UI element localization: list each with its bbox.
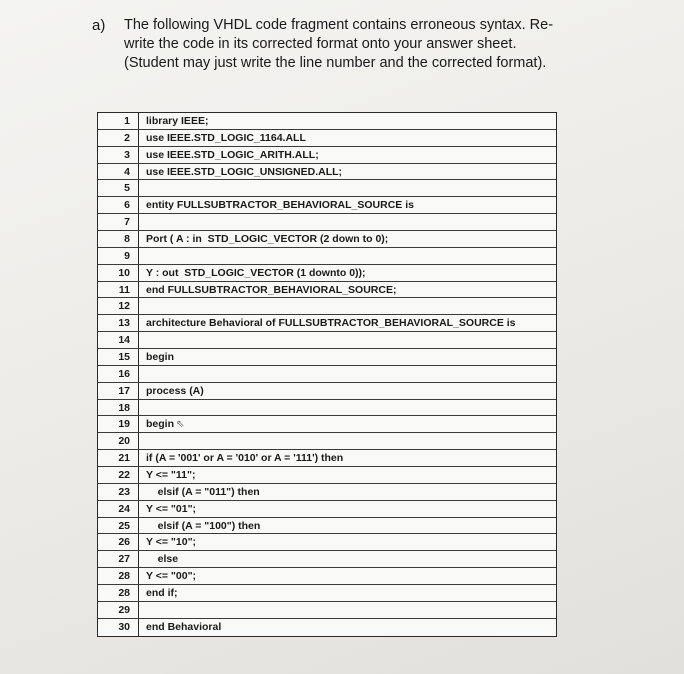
code-line-row: [98, 164, 556, 181]
line-number: 26: [118, 536, 130, 549]
line-number: 12: [118, 300, 130, 313]
code-line-row: [98, 214, 556, 231]
code-line-row: [98, 113, 556, 130]
line-number: 4: [124, 165, 130, 178]
code-text: end Behavioral: [146, 621, 222, 634]
code-line-row: [98, 349, 556, 366]
code-text: use IEEE.STD_LOGIC_ARITH.ALL;: [146, 148, 319, 161]
line-number-cell: [98, 349, 138, 365]
code-line-text: [138, 147, 556, 163]
line-number-cell: [98, 551, 138, 567]
line-number-cell: [98, 130, 138, 146]
line-number: 28: [118, 586, 130, 599]
code-line-text: [138, 602, 556, 618]
code-line-text: [138, 197, 556, 213]
code-text: Y : out STD_LOGIC_VECTOR (1 downto 0));: [146, 266, 366, 279]
code-text: use IEEE.STD_LOGIC_UNSIGNED.ALL;: [146, 165, 343, 178]
code-line-row: [98, 568, 556, 585]
code-line-row: [98, 416, 556, 433]
line-number-cell: [98, 265, 138, 281]
code-line-text: [138, 231, 556, 247]
line-number: 5: [124, 182, 130, 195]
code-text: else: [146, 553, 179, 566]
code-line-row: [98, 130, 556, 147]
code-line-text: [138, 484, 556, 500]
code-text: process (A): [146, 384, 204, 397]
line-number: 18: [118, 401, 130, 414]
code-line-text: [138, 282, 556, 298]
code-text: Y <= "00";: [146, 570, 197, 583]
code-line-row: [98, 501, 556, 518]
line-number-cell: [98, 534, 138, 550]
line-number-cell: [98, 282, 138, 298]
code-line-row: [98, 332, 556, 349]
code-text: entity FULLSUBTRACTOR_BEHAVIORAL_SOURCE is: [146, 199, 414, 212]
code-line-text: [138, 248, 556, 264]
line-number: 2: [124, 131, 130, 144]
line-number-cell: [98, 450, 138, 466]
line-number: 25: [118, 519, 130, 532]
code-line-row: [98, 383, 556, 400]
code-text: begin: [146, 350, 174, 363]
code-line-text: [138, 298, 556, 314]
line-number-cell: [98, 248, 138, 264]
line-number-cell: [98, 602, 138, 618]
code-line-text: [138, 164, 556, 180]
question-line-2: write the code in its corrected format onto your answer sheet.: [124, 36, 517, 52]
line-number-cell: [98, 113, 138, 129]
code-text: architecture Behavioral of FULLSUBTRACTOR_BEHAVIORAL_SOURCE is: [146, 317, 516, 330]
code-line-row: [98, 180, 556, 197]
question-text: [124, 16, 624, 73]
code-line-text: [138, 501, 556, 517]
line-number-cell: [98, 147, 138, 163]
question-label: a): [92, 17, 106, 34]
code-line-row: [98, 282, 556, 299]
code-line-text: [138, 551, 556, 567]
code-line-text: [138, 349, 556, 365]
code-line-row: [98, 147, 556, 164]
code-text: use IEEE.STD_LOGIC_1164.ALL: [146, 131, 306, 144]
code-line-row: [98, 585, 556, 602]
code-text: if (A = '001' or A = '010' or A = '111') then: [146, 452, 344, 465]
line-number-cell: [98, 214, 138, 230]
code-line-text: [138, 433, 556, 449]
code-text: Y <= "11";: [146, 468, 196, 481]
line-number: 22: [118, 468, 130, 481]
code-line-text: [138, 568, 556, 584]
line-number-cell: [98, 400, 138, 416]
line-number: 17: [118, 384, 130, 397]
line-number-cell: [98, 416, 138, 432]
code-line-row: [98, 298, 556, 315]
line-number-cell: [98, 619, 138, 636]
line-number-cell: [98, 518, 138, 534]
line-number-cell: [98, 298, 138, 314]
line-number: 16: [118, 367, 130, 380]
line-number: 23: [118, 485, 130, 498]
code-text: elsif (A = "011") then: [146, 485, 260, 498]
line-number-cell: [98, 585, 138, 601]
code-line-row: [98, 450, 556, 467]
code-line-row: [98, 551, 556, 568]
code-text: elsif (A = "100") then: [146, 519, 261, 532]
code-line-row: [98, 315, 556, 332]
code-line-text: [138, 383, 556, 399]
line-number-cell: [98, 197, 138, 213]
line-number: 7: [124, 216, 130, 229]
line-number: 28: [118, 570, 130, 583]
line-number: 11: [118, 283, 130, 296]
code-line-row: [98, 467, 556, 484]
code-line-text: [138, 332, 556, 348]
code-line-row: [98, 366, 556, 383]
code-line-row: [98, 484, 556, 501]
line-number: 21: [118, 452, 130, 465]
mouse-cursor-icon: ⇖: [176, 418, 185, 430]
code-line-text: [138, 619, 556, 636]
line-number-cell: [98, 568, 138, 584]
code-line-text: [138, 585, 556, 601]
line-number: 20: [118, 435, 130, 448]
code-line-text: [138, 534, 556, 550]
line-number: 1: [124, 114, 130, 127]
code-line-text: [138, 315, 556, 331]
line-number: 15: [118, 350, 130, 363]
code-line-text: [138, 366, 556, 382]
code-line-row: [98, 265, 556, 282]
line-number-cell: [98, 484, 138, 500]
code-line-row: [98, 248, 556, 265]
code-line-text: [138, 265, 556, 281]
code-line-text: [138, 113, 556, 129]
line-number: 10: [118, 266, 130, 279]
line-number-cell: [98, 231, 138, 247]
line-number: 3: [124, 148, 130, 161]
line-number: 14: [118, 334, 130, 347]
line-number: 30: [118, 621, 130, 634]
code-line-row: [98, 197, 556, 214]
code-line-text: [138, 467, 556, 483]
code-line-row: [98, 518, 556, 535]
line-number: 29: [118, 603, 130, 616]
code-line-row: [98, 534, 556, 551]
code-table: [97, 112, 557, 637]
code-text: begin: [146, 418, 174, 431]
code-text: Port ( A : in STD_LOGIC_VECTOR (2 down to 0);: [146, 232, 389, 245]
code-line-text: [138, 450, 556, 466]
code-text: end FULLSUBTRACTOR_BEHAVIORAL_SOURCE;: [146, 283, 397, 296]
line-number: 13: [118, 317, 130, 330]
line-number: 8: [124, 232, 130, 245]
line-number: 24: [118, 502, 130, 515]
line-number: 19: [118, 418, 130, 431]
line-number-cell: [98, 180, 138, 196]
code-line-row: [98, 231, 556, 248]
code-line-text: [138, 180, 556, 196]
line-number: 6: [124, 199, 130, 212]
line-number-cell: [98, 501, 138, 517]
code-line-text: [138, 518, 556, 534]
code-line-row: [98, 602, 556, 619]
code-line-row: [98, 400, 556, 417]
line-number: 27: [118, 553, 130, 566]
line-number-cell: [98, 164, 138, 180]
code-line-text: [138, 400, 556, 416]
code-line-text: [138, 214, 556, 230]
line-number-cell: [98, 467, 138, 483]
question-line-3: (Student may just write the line number and the corrected format).: [124, 55, 547, 71]
line-number: 9: [124, 249, 130, 262]
code-line-text: [138, 416, 556, 432]
code-line-row: [98, 433, 556, 450]
code-text: Y <= "10";: [146, 536, 197, 549]
code-line-text: [138, 130, 556, 146]
line-number-cell: [98, 433, 138, 449]
code-text: end if;: [146, 586, 178, 599]
line-number-cell: [98, 383, 138, 399]
question-line-1: The following VHDL code fragment contains erroneous syntax. Re-: [124, 17, 554, 33]
code-text: library IEEE;: [146, 114, 209, 127]
line-number-cell: [98, 366, 138, 382]
code-text: Y <= "01";: [146, 502, 197, 515]
line-number-cell: [98, 315, 138, 331]
line-number-cell: [98, 332, 138, 348]
code-line-row: [98, 619, 556, 636]
